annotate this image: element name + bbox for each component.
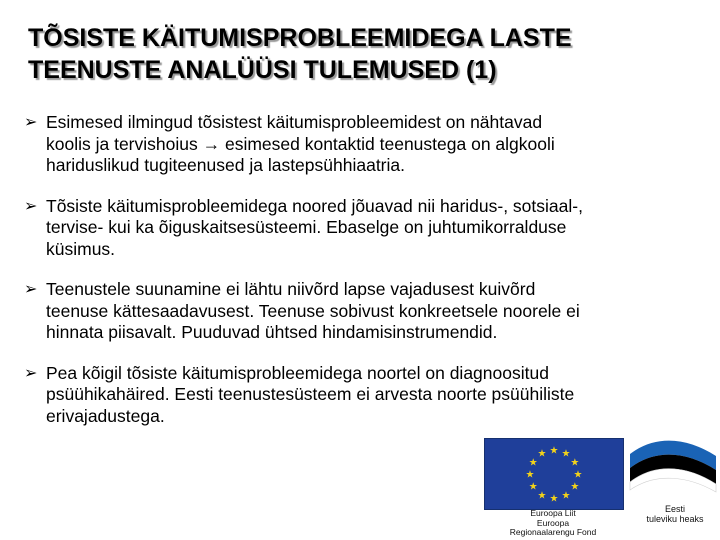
arrowhead-bullet-icon: ➢ [24, 364, 38, 382]
slide-title [28, 22, 708, 86]
bullet-line: erivajadustega. [46, 405, 165, 426]
eu-star-icon: ★ [528, 457, 538, 469]
eu-star-icon: ★ [537, 448, 547, 460]
arrowhead-bullet-icon: ➢ [24, 281, 38, 298]
bullet-list [24, 112, 704, 446]
eu-star-icon: ★ [537, 490, 547, 502]
ee-logo-caption [630, 504, 720, 524]
sponsor-logos [476, 432, 720, 540]
slide-title-line-1: TÕSISTE KÄITUMISPROBLEEMIDEGA LASTE [28, 24, 572, 52]
bullet-line: tervise- kui ka õiguskaitsesüsteemi. Ebaselge on juhtumikorralduse [46, 217, 567, 237]
bullet-line: Pea kõigil tõsiste käitumisprobleemidega noortel on diagnoositud [46, 362, 549, 383]
bullet-line: Esimesed ilmingud tõsistest käitumisprobleemidest on nähtavad [46, 112, 543, 132]
eu-star-icon: ★ [525, 469, 535, 481]
bullet-line: koolis ja tervishoius → esimesed kontaktid teenustega on algkooli [46, 133, 555, 154]
eu-stars-icon [485, 439, 623, 509]
bullet-line: psüühikahäired. Eesti teenustesüsteem ei arvesta noorte psüühiliste [46, 384, 575, 404]
slide-title-line-2: TEENUSTE ANALÜÜSI TULEMUSED (1) [28, 56, 497, 84]
eu-star-icon: ★ [570, 457, 580, 469]
arrowhead-bullet-icon: ➢ [24, 114, 38, 131]
arrowhead-bullet-icon: ➢ [24, 197, 38, 215]
eu-star-icon: ★ [549, 445, 559, 457]
ee-logo-line: tuleviku heaks [646, 514, 704, 524]
eu-logo-line: Euroopa Liit [530, 508, 576, 518]
bullet-item [24, 196, 704, 261]
eu-star-icon: ★ [570, 481, 580, 493]
eu-star-icon: ★ [561, 490, 571, 502]
eu-logo-line: Euroopa [536, 517, 570, 528]
bullet-line: teenuse kättesaadavusest. Teenuse sobivust konkreetsele noorele ei [46, 300, 580, 321]
bullet-line: Teenustele suunamine ei lähtu niivõrd lapse vajadusest kuivõrd [46, 279, 536, 299]
bullet-item [24, 279, 704, 344]
eu-regional-fund-logo [484, 438, 624, 536]
bullet-line: küsimus. [46, 238, 116, 259]
eesti-tuleviku-heaks-logo [626, 432, 720, 538]
bullet-item [24, 112, 704, 177]
eu-logo-line: Regionaalarengu Fond [509, 527, 597, 537]
bullet-line: hariduslikud tugiteenused ja lastepsühhiaatria. [46, 155, 405, 175]
eu-flag-icon [484, 438, 624, 510]
ee-logo-line: Eesti [664, 504, 685, 514]
eu-star-icon: ★ [528, 481, 538, 493]
eu-star-icon: ★ [573, 469, 583, 481]
eu-logo-caption [484, 509, 622, 538]
bullet-line: Tõsiste käitumisprobleemidega noored jõuavad nii haridus-, sotsiaal-, [46, 195, 583, 216]
eu-star-icon: ★ [561, 448, 571, 460]
bullet-line: hinnata piisavalt. Puuduvad ühtsed hindamisinstrumendid. [46, 322, 498, 342]
eu-star-icon: ★ [549, 493, 559, 505]
estonian-flag-wave-icon [626, 432, 720, 510]
bullet-item [24, 363, 704, 428]
